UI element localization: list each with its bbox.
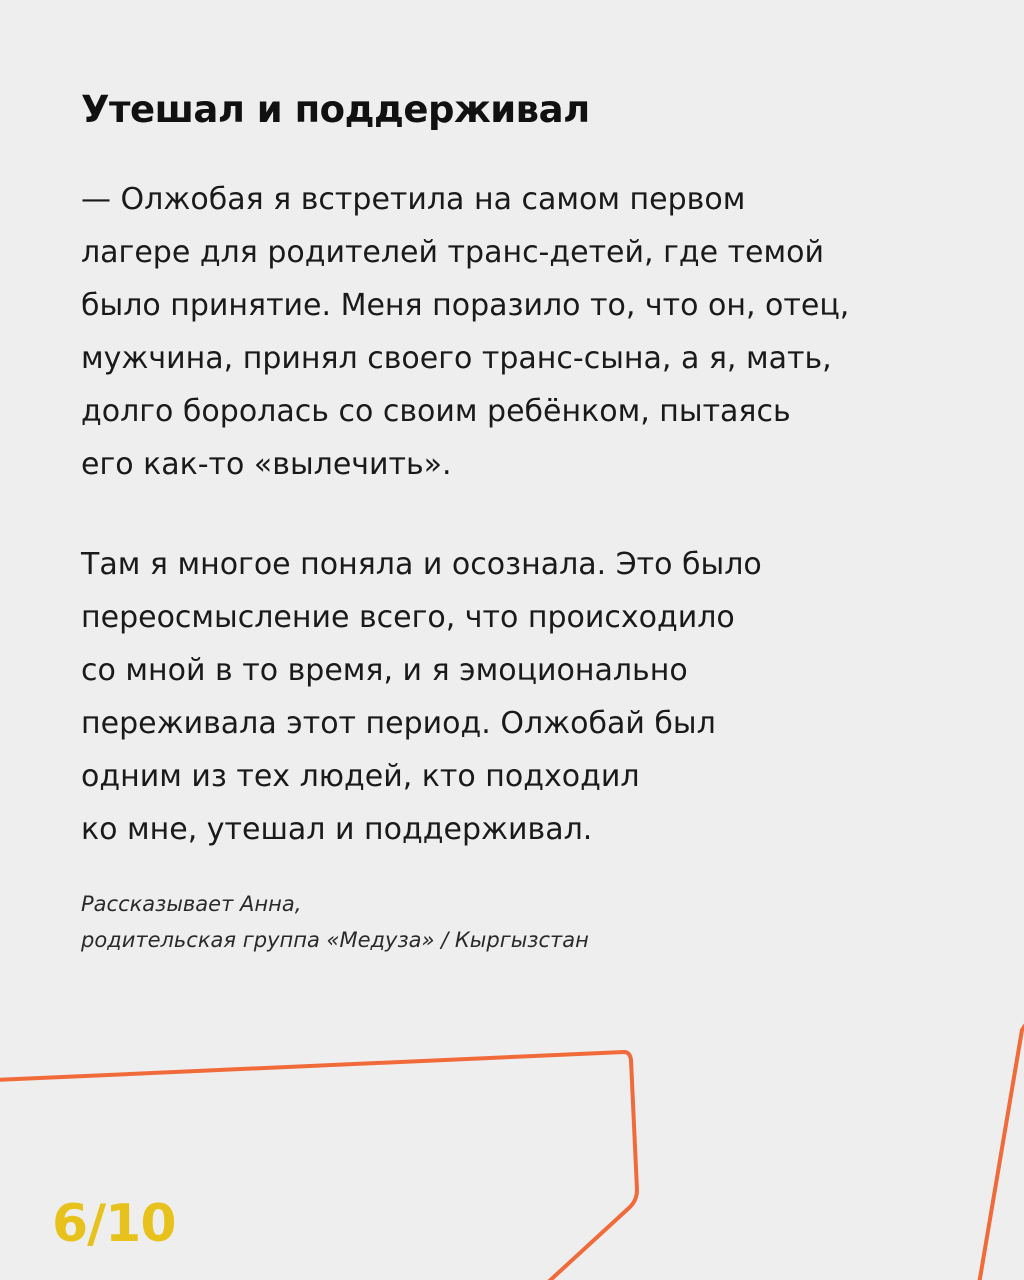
attribution-line: Рассказывает Анна, bbox=[81, 892, 302, 916]
quote-paragraph-2 bbox=[81, 538, 762, 856]
paragraph-line: со мной в то время, и я эмоционально bbox=[81, 653, 688, 688]
paragraph-line: Там я многое поняла и осознала. Это было bbox=[81, 547, 762, 582]
orange-diagonal-line bbox=[978, 1018, 1024, 1280]
quote-attribution bbox=[81, 886, 589, 958]
paragraph-line: переживала этот период. Олжобай был bbox=[81, 706, 716, 741]
quote-paragraph-1 bbox=[81, 173, 849, 491]
page-counter: 6/10 bbox=[52, 1194, 176, 1254]
paragraph-line: его как-то «вылечить». bbox=[81, 447, 452, 482]
slide-title: Утешал и поддерживал bbox=[81, 88, 590, 131]
paragraph-line: долго боролась со своим ребёнком, пытаясь bbox=[81, 394, 791, 429]
attribution-line: родительская группа «Медуза» / Кыргызстан bbox=[81, 928, 589, 952]
paragraph-line: — Олжобая я встретила на самом первом bbox=[81, 182, 746, 217]
paragraph-line: было принятие. Меня поразило то, что он, отец, bbox=[81, 288, 850, 323]
paragraph-line: ко мне, утешал и поддерживал. bbox=[81, 812, 593, 847]
paragraph-line: одним из тех людей, кто подходил bbox=[81, 759, 640, 794]
paragraph-line: мужчина, принял своего транс-сына, а я, мать, bbox=[81, 341, 832, 376]
paragraph-line: лагере для родителей транс-детей, где темой bbox=[81, 235, 824, 270]
paragraph-line: переосмысление всего, что происходило bbox=[81, 600, 735, 635]
